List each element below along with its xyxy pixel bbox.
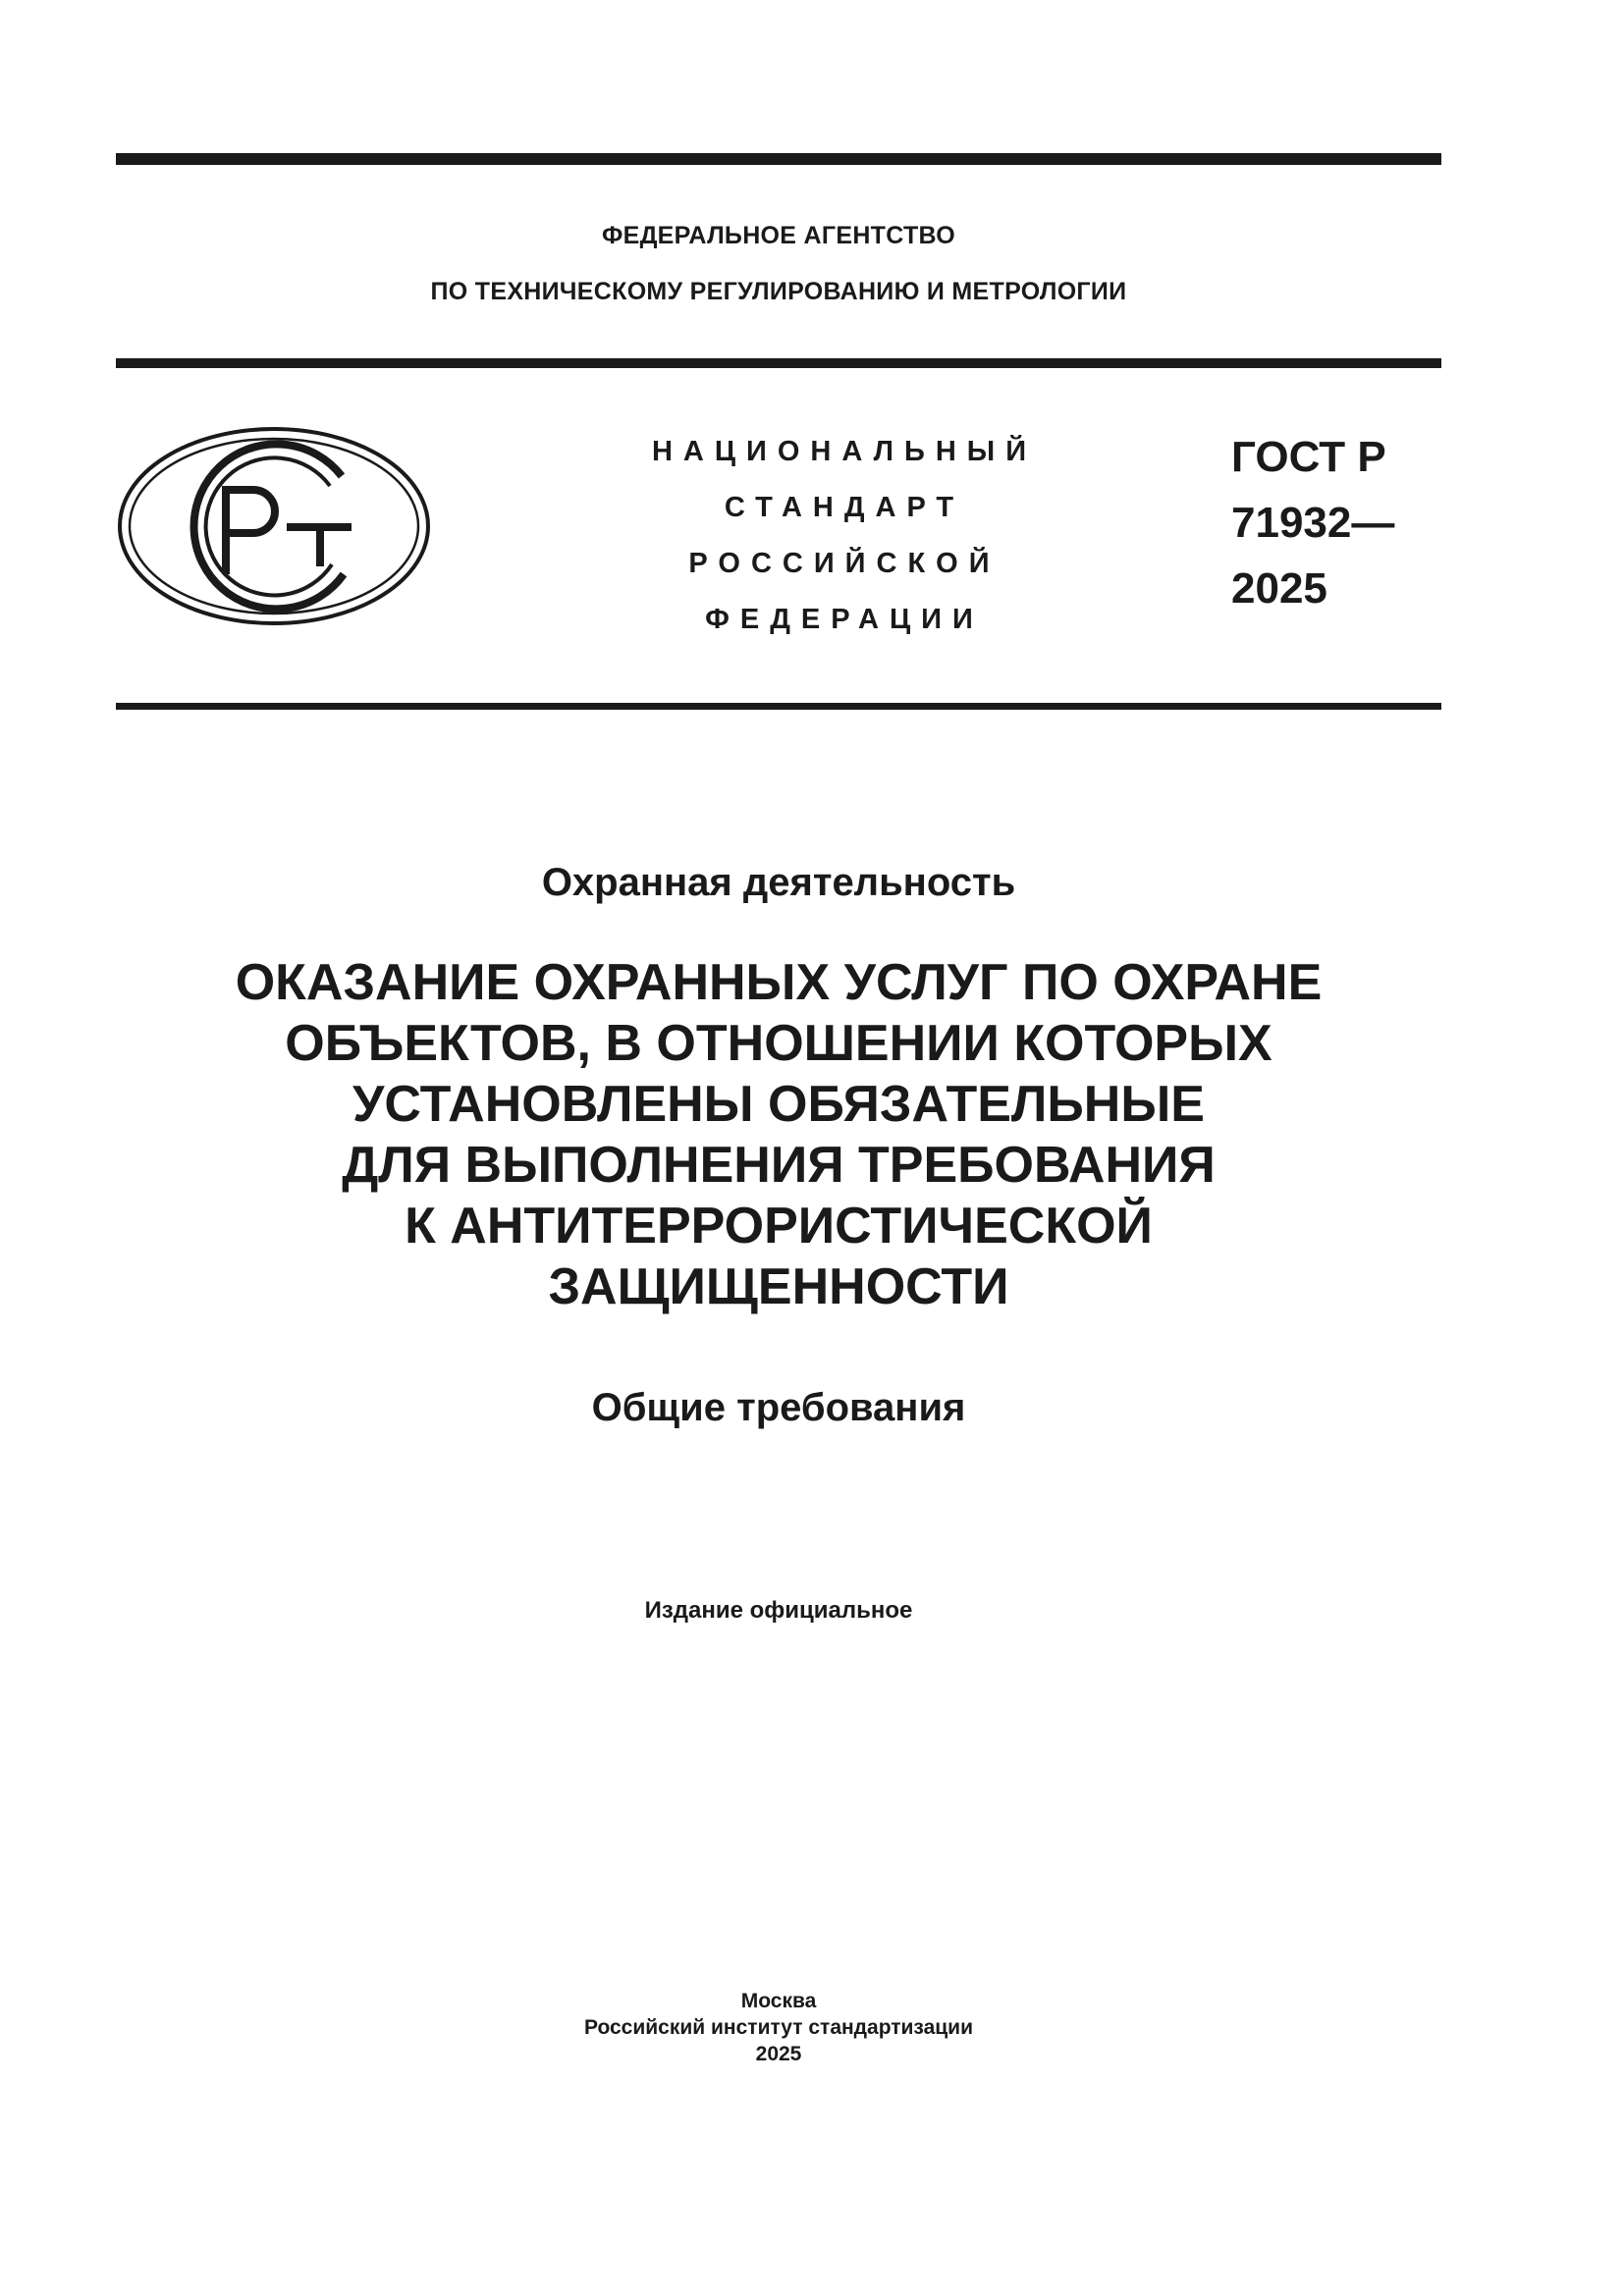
bottom-rule (116, 703, 1441, 710)
imprint-year: 2025 (755, 2043, 802, 2065)
subject-heading: Охранная деятельность (541, 861, 1016, 904)
rst-certification-mark-icon (116, 425, 432, 627)
imprint-publisher: Российский институт стандартизации (583, 2016, 974, 2039)
edition-note: Издание официальное (644, 1597, 913, 1624)
standard-designation (1231, 424, 1394, 621)
title-line: ОБЪЕКТОВ, В ОТНОШЕНИИ КОТОРЫХ (285, 1015, 1272, 1072)
title-line: ЗАЩИЩЕННОСТИ (548, 1258, 1009, 1315)
top-rule (116, 153, 1441, 165)
agency-name-line-2: ПО ТЕХНИЧЕСКОМУ РЕГУЛИРОВАНИЮ И МЕТРОЛОГИИ (430, 278, 1127, 305)
standard-type-line: РОССИЙСКОЙ (688, 548, 1001, 579)
imprint-city: Москва (740, 1990, 817, 2012)
title-line: ОКАЗАНИЕ ОХРАННЫХ УСЛУГ ПО ОХРАНЕ (235, 954, 1323, 1011)
document-title (116, 952, 1441, 1317)
title-line: УСТАНОВЛЕНЫ ОБЯЗАТЕЛЬНЫЕ (352, 1076, 1205, 1133)
designation-line-2: 71932— (1231, 499, 1395, 547)
designation-line-1: ГОСТ Р (1231, 433, 1386, 481)
document-subtitle: Общие требования (591, 1386, 966, 1429)
designation-line-3: 2025 (1231, 564, 1327, 613)
standard-type-line: СТАНДАРТ (724, 492, 965, 523)
title-line: ДЛЯ ВЫПОЛНЕНИЯ ТРЕБОВАНИЯ (342, 1137, 1216, 1194)
standard-type (589, 424, 1100, 648)
title-line: К АНТИТЕРРОРИСТИЧЕСКОЙ (405, 1198, 1153, 1255)
standard-type-line: ФЕДЕРАЦИИ (705, 604, 984, 635)
middle-rule (116, 358, 1441, 368)
agency-name-line-1: ФЕДЕРАЛЬНОЕ АГЕНТСТВО (601, 222, 956, 249)
imprint (116, 1988, 1441, 2067)
standard-type-line: НАЦИОНАЛЬНЫЙ (651, 436, 1038, 467)
